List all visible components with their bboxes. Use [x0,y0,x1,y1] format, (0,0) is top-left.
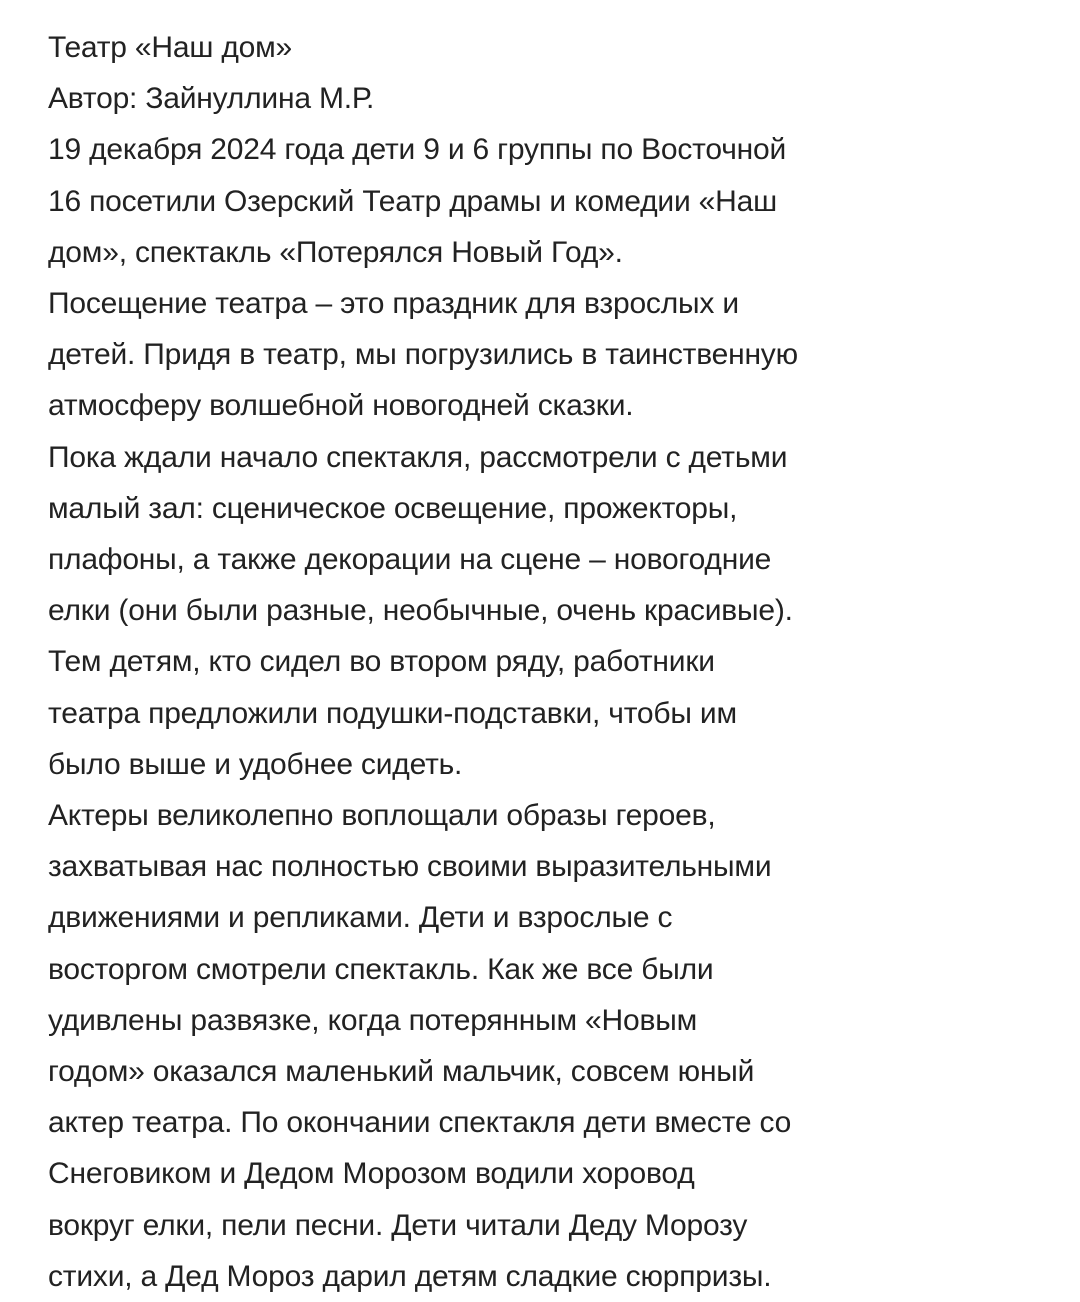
text-line: Посещение театра – это праздник для взрослых и [48,287,739,321]
text-line: Актеры великолепно воплощали образы героев, [48,799,716,833]
text-line: удивлены развязке, когда потерянным «Новым [48,1003,698,1037]
text-line: было выше и удобнее сидеть. [48,747,463,781]
text-line: атмосферу волшебной новогодней сказки. [48,389,634,423]
text-line: восторгом смотрели спектакль. Как же все были [48,952,714,986]
text-line: 16 посетили Озерский Театр драмы и комедии «Наш [48,184,777,218]
text-line: захватывая нас полностью своими выразительными [48,850,772,884]
text-line: дом», спектакль «Потерялся Новый Год». [48,235,623,269]
text-line: Театр «Наш дом» [48,31,293,64]
text-line: малый зал: сценическое освещение, прожекторы, [48,491,738,525]
text-line: стихи, а Дед Мороз дарил детям сладкие сюрпризы. [48,1259,772,1293]
text-line: 19 декабря 2024 года дети 9 и 6 группы по Восточной [48,133,787,167]
text-line: Тем детям, кто сидел во втором ряду, работники [48,645,715,679]
text-line: театра предложили подушки-подставки, чтобы им [48,696,737,730]
text-line: годом» оказался маленький мальчик, совсем юный [48,1055,755,1089]
text-line: движениями и репликами. Дети и взрослые с [48,901,673,935]
text-line: актер театра. По окончании спектакля дети вместе со [48,1106,792,1140]
text-line: плафоны, а также декорации на сцене – новогодние [48,543,772,577]
text-line: детей. Придя в театр, мы погрузились в таинственную [48,338,798,372]
text-line: Снеговиком и Дедом Морозом водили хоровод [48,1157,695,1191]
text-line: вокруг елки, пели песни. Дети читали Деду Морозу [48,1208,748,1242]
text-line: елки (они были разные, необычные, очень красивые). [48,594,793,628]
text-line: Пока ждали начало спектакля, рассмотрели с детьми [48,440,788,474]
text-line: Автор: Зайнуллина М.Р. [48,82,375,116]
